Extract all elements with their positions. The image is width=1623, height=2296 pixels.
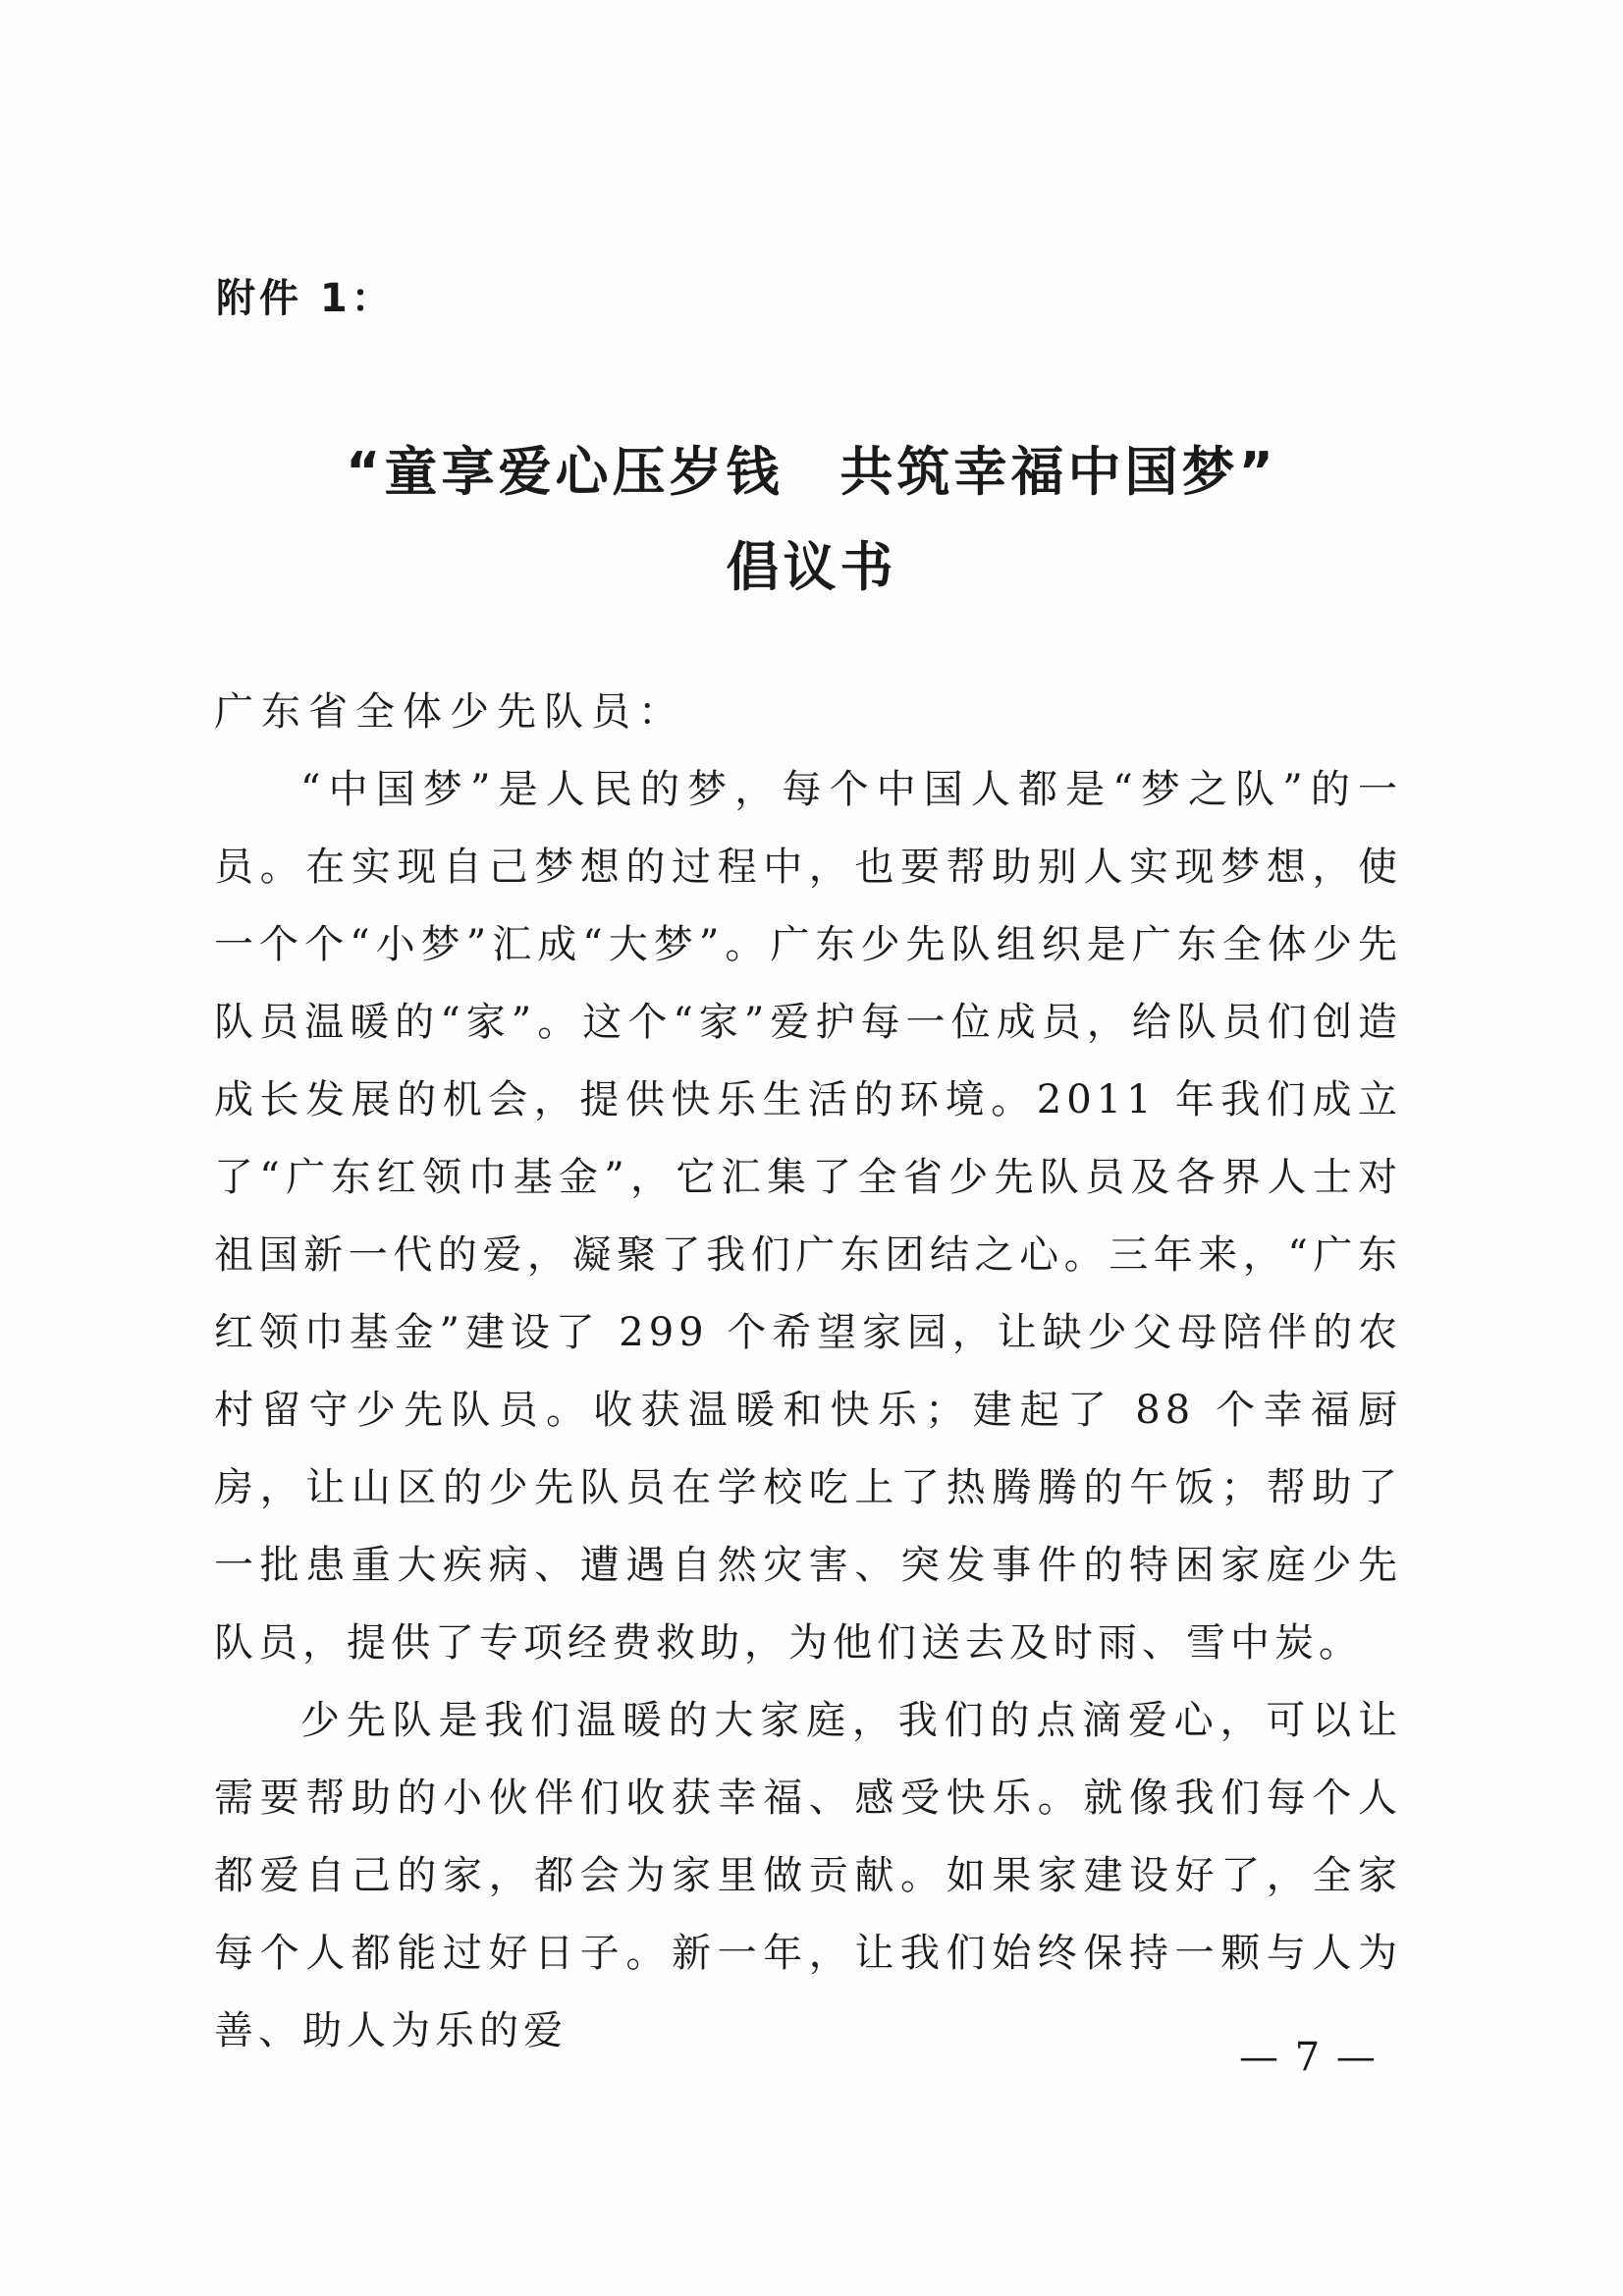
document-body (214, 674, 1402, 2070)
attachment-label: 附件 1： (216, 276, 395, 321)
paragraph-1: “中国梦”是人民的梦，每个中国人都是“梦之队”的一员。在实现自己梦想的过程中，也要帮助别人实现梦想，使一个个“小梦”汇成“大梦”。广东少先队组织是广东全体少先队员温暖的“家”。这个“家”爱护每一位成员，给队员们创造成长发展的机会，提供快乐生活的环境。2011 年我们成立了“广东红领巾基金”，它汇集了全省少先队员及各界人士对祖国新一代的爱，凝聚了我们广东团结之心。三年来，“广东红领巾基金”建设了 299 个希望家园，让缺少父母陪伴的农村留守少先队员。收获温暖和快乐；建起了 88 个幸福厨房，让山区的少先队员在学校吃上了热腾腾的午饭；帮助了一批患重大疾病、遭遇自然灾害、突发事件的特困家庭少先队员，提供了专项经费救助，为他们送去及时雨、雪中炭。 (214, 767, 1402, 1666)
document-subtitle: 倡议书 (726, 536, 897, 598)
document-title: “童享爱心压岁钱 共筑幸福中国梦” (346, 441, 1277, 503)
salutation: 广东省全体少先队员： (214, 689, 685, 735)
page-number: — 7 — (1239, 2035, 1378, 2080)
paragraph-2: 少先队是我们温暖的大家庭，我们的点滴爱心，可以让需要帮助的小伙伴们收获幸福、感受快乐。就像我们每个人都爱自己的家，都会为家里做贡献。如果家建设好了，全家每个人都能过好日子。新一年，让我们始终保持一颗与人为善、助人为乐的爱 (214, 1698, 1402, 2053)
